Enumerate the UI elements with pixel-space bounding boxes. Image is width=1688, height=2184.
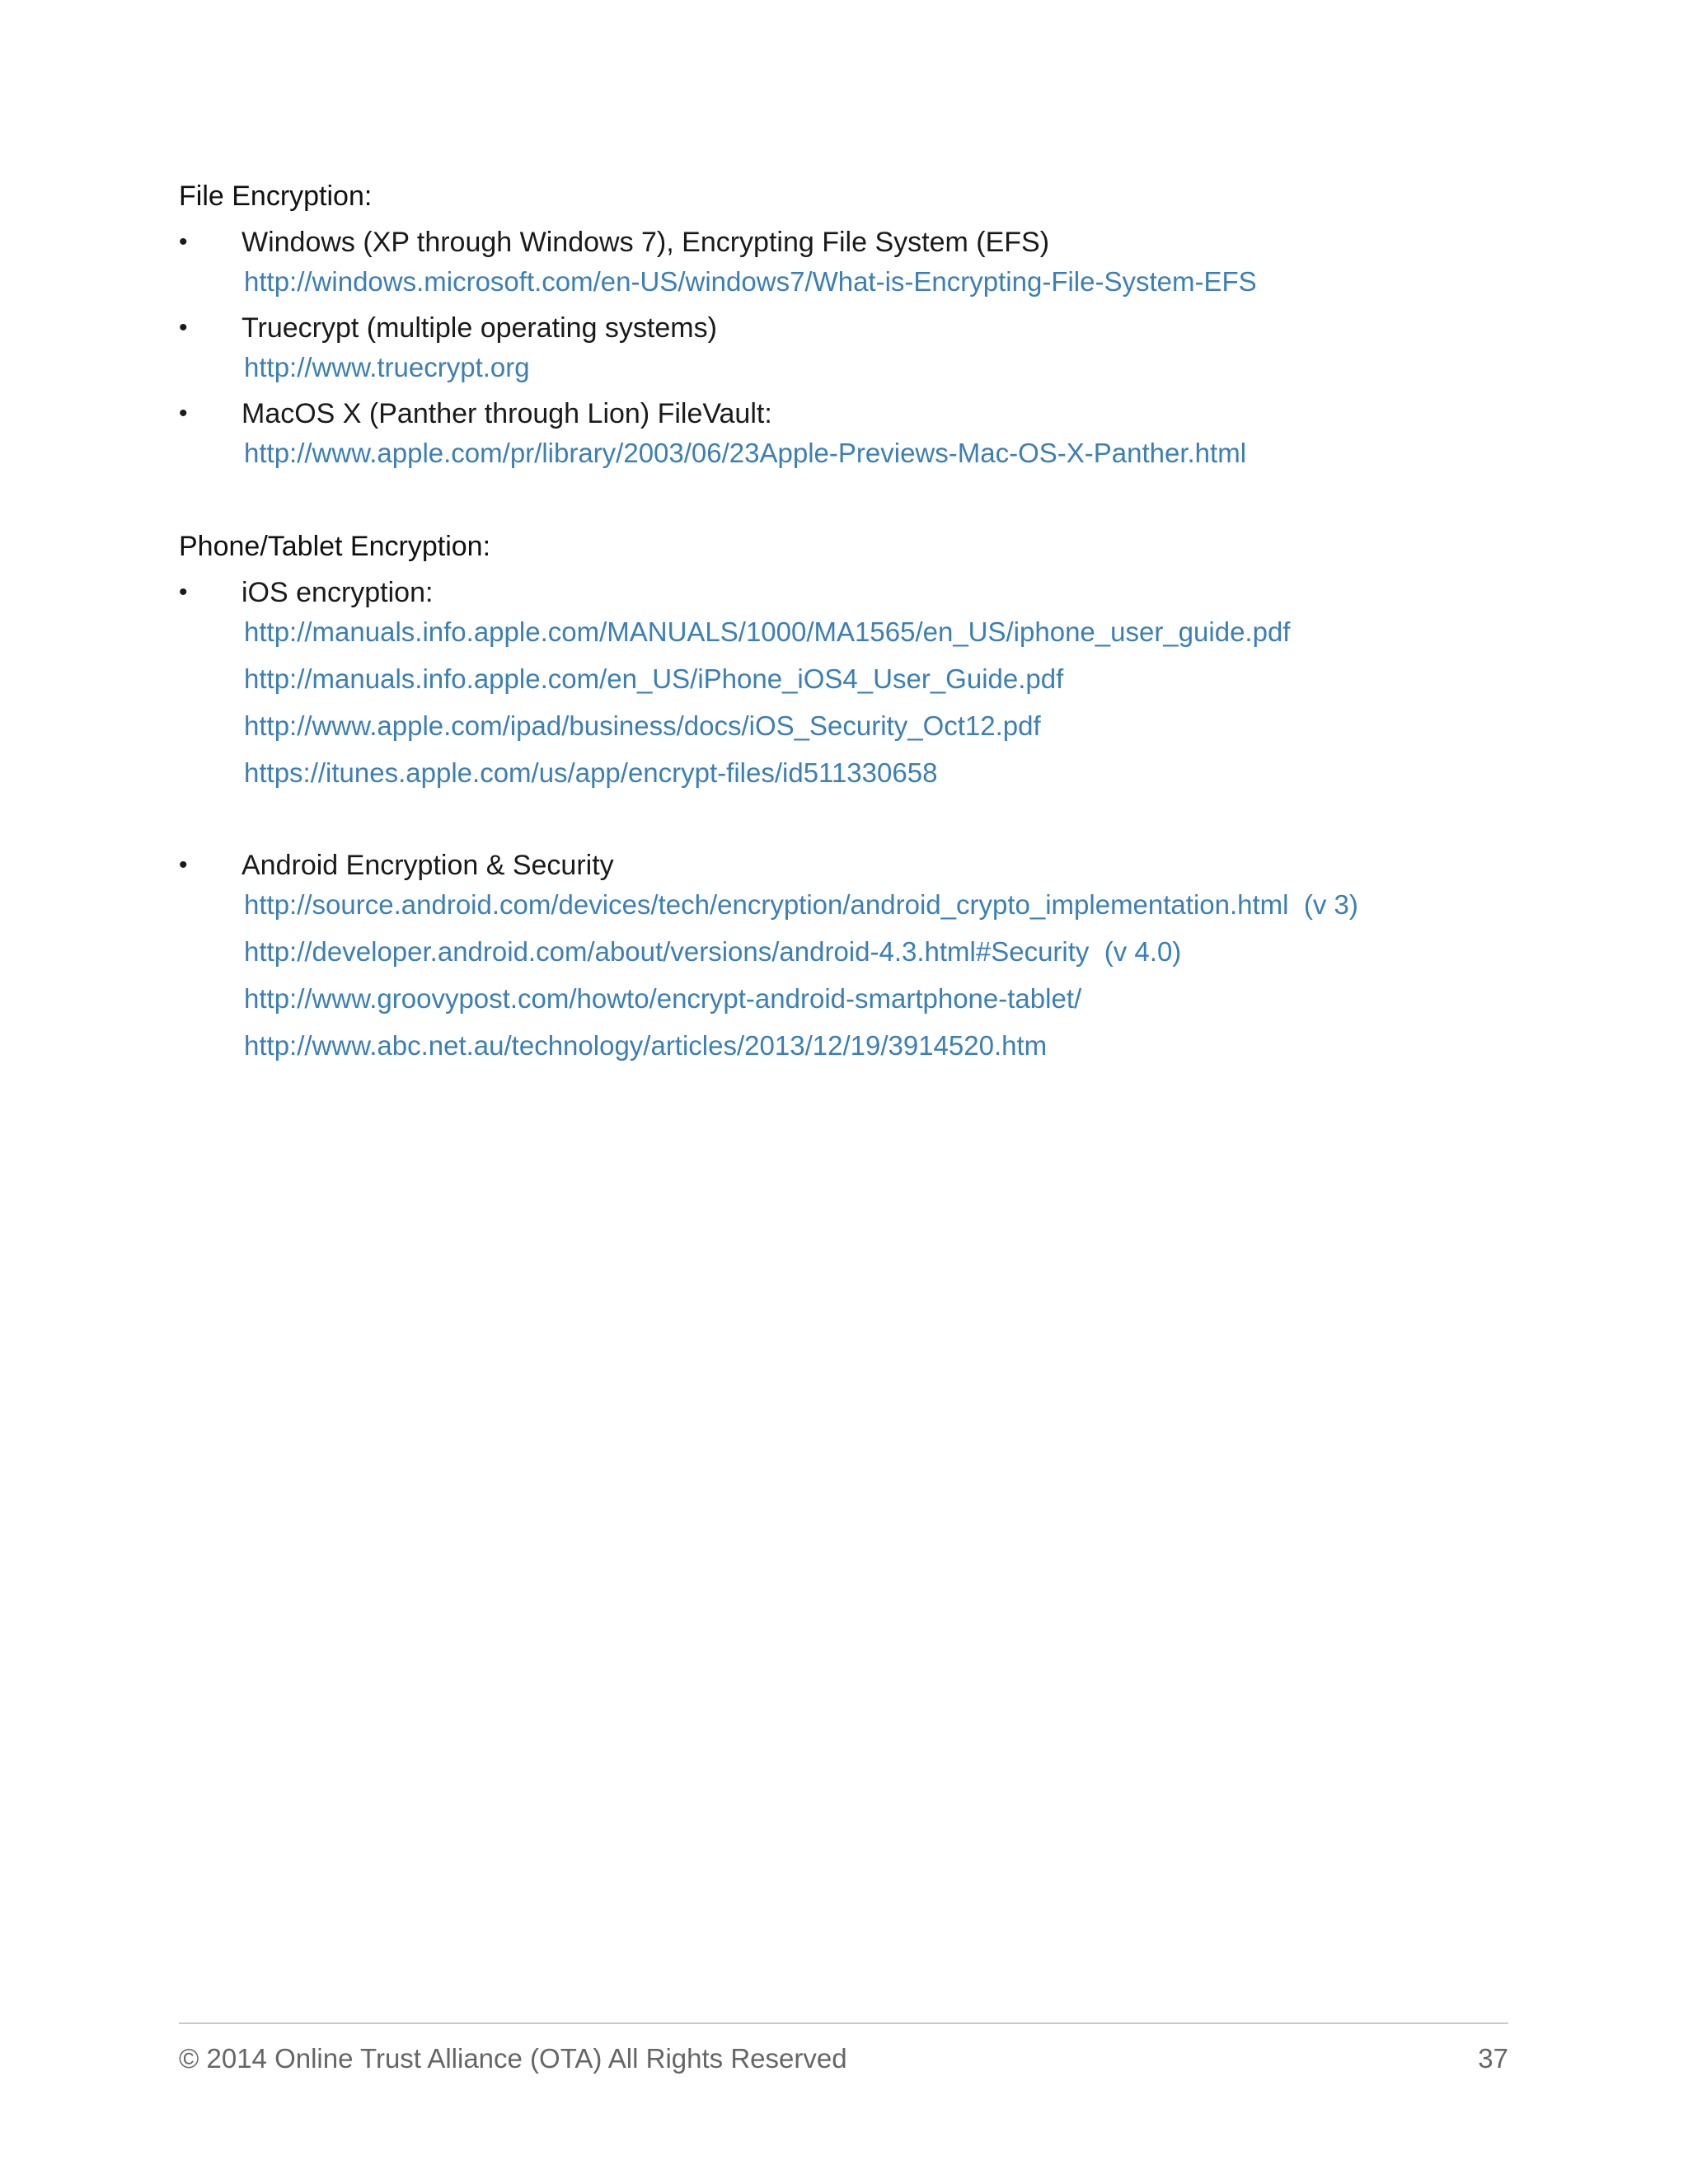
bullet-icon: • bbox=[179, 851, 188, 879]
bullet-icon: • bbox=[179, 314, 188, 341]
bullet-icon: • bbox=[179, 228, 188, 255]
list-item-label: Windows (XP through Windows 7), Encrypting File System (EFS) bbox=[241, 227, 1050, 258]
link-row-android-4-3 bbox=[244, 935, 1181, 968]
link-android-crypto[interactable]: http://source.android.com/devices/tech/encryption/android_crypto_implementation.html bbox=[244, 889, 1289, 920]
link-ios-security-pdf[interactable]: http://www.apple.com/ipad/business/docs/iOS_Security_Oct12.pdf bbox=[244, 710, 1041, 741]
bullet-icon: • bbox=[179, 579, 188, 606]
link-windows-efs[interactable]: http://windows.microsoft.com/en-US/windows7/What-is-Encrypting-File-System-EFS bbox=[244, 266, 1257, 297]
phone-tablet-encryption-heading: Phone/Tablet Encryption: bbox=[179, 531, 491, 562]
bullet-icon: • bbox=[179, 400, 188, 427]
file-encryption-heading: File Encryption: bbox=[179, 180, 373, 212]
link-iphone-user-guide[interactable]: http://manuals.info.apple.com/MANUALS/1000/MA1565/en_US/iphone_user_guide.pdf bbox=[244, 616, 1291, 647]
link-abc-technology[interactable]: http://www.abc.net.au/technology/articles/2013/12/19/3914520.htm bbox=[244, 1030, 1048, 1061]
footer-copyright: © 2014 Online Trust Alliance (OTA) All Rights Reserved bbox=[179, 2043, 847, 2074]
link-truecrypt[interactable]: http://www.truecrypt.org bbox=[244, 352, 530, 382]
link-macos-panther[interactable]: http://www.apple.com/pr/library/2003/06/23Apple-Previews-Mac-OS-X-Panther.html bbox=[244, 438, 1247, 468]
page-number: 37 bbox=[1478, 2043, 1508, 2074]
link-itunes-encrypt-files[interactable]: https://itunes.apple.com/us/app/encrypt-files/id511330658 bbox=[244, 757, 938, 788]
list-item-label: Truecrypt (multiple operating systems) bbox=[241, 312, 717, 344]
link-iphone-ios4-guide[interactable]: http://manuals.info.apple.com/en_US/iPhone_iOS4_User_Guide.pdf bbox=[244, 663, 1064, 694]
version-note: (v 3) bbox=[1288, 889, 1358, 920]
list-item-label: Android Encryption & Security bbox=[241, 850, 614, 881]
link-row-android-crypto bbox=[244, 888, 1358, 921]
link-android-4-3-security[interactable]: http://developer.android.com/about/versions/android-4.3.html#Security bbox=[244, 936, 1090, 967]
version-note: (v 4.0) bbox=[1089, 936, 1182, 967]
list-item-label: iOS encryption: bbox=[241, 577, 434, 608]
list-item-label: MacOS X (Panther through Lion) FileVault: bbox=[241, 398, 772, 429]
link-groovypost[interactable]: http://www.groovypost.com/howto/encrypt-android-smartphone-tablet/ bbox=[244, 983, 1082, 1014]
footer-divider bbox=[179, 2022, 1508, 2024]
